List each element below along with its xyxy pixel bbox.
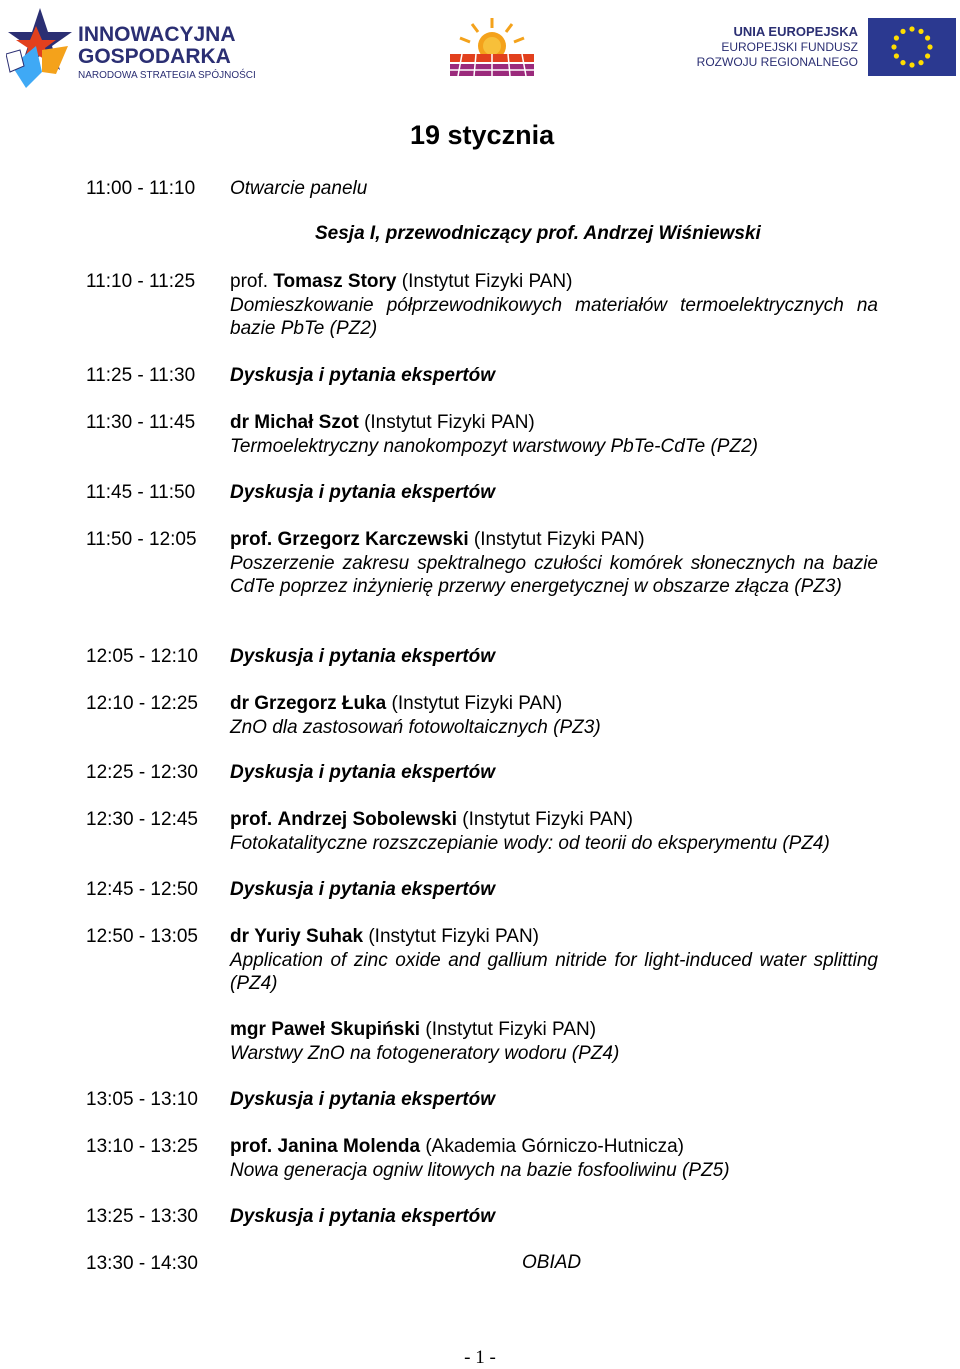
talk-topic: Poszerzenie zakresu spektralnego czułości komórek słonecznych na bazie CdTe poprzez inżynierię przerwy energetycznej w obszarze złącza (PZ3) (230, 552, 878, 597)
speaker-affiliation: (Instytut Fizyki PAN) (473, 529, 645, 550)
speaker-affiliation: (Instytut Fizyki PAN) (462, 809, 633, 830)
discussion-item: Dyskusja i pytania ekspertów (230, 762, 496, 783)
lunch-item: OBIAD (522, 1252, 582, 1273)
speaker-name: Andrzej Sobolewski (277, 809, 457, 830)
eu-line-2: EUROPEJSKI FUNDUSZ (721, 40, 858, 54)
center-logo (446, 16, 538, 78)
speaker-name: Yuriy Suhak (254, 926, 364, 947)
talk-block (230, 925, 878, 996)
talk-topic: Nowa generacja ogniw litowych na bazie fosfooliwinu (PZ5) (230, 1159, 730, 1181)
talk-topic: Termoelektryczny nanokompozyt warstwowy PbTe-CdTe (PZ2) (230, 435, 758, 457)
logo-line-3: NARODOWA STRATEGIA SPÓJNOŚCI (78, 70, 256, 81)
sun-solar-panel-logo-icon (446, 16, 538, 78)
time-slot: 12:50 - 13:05 (86, 926, 198, 947)
innowacyjna-gospodarka-star-logo-icon (6, 6, 76, 90)
time-slot: 12:45 - 12:50 (86, 879, 198, 900)
talk-topic: Fotokatalityczne rozszczepianie wody: od teorii do eksperymentu (PZ4) (230, 832, 830, 854)
talk-topic: ZnO dla zastosowań fotowoltaicznych (PZ3) (230, 716, 601, 738)
eu-flag-icon (868, 18, 956, 76)
speaker-affiliation: (Instytut Fizyki PAN) (401, 271, 573, 292)
talk-block (230, 808, 878, 855)
speaker-name: Grzegorz Karczewski (277, 529, 469, 550)
talk-block (230, 411, 878, 458)
talk-block (230, 692, 878, 739)
talk-topic: Warstwy ZnO na fotogeneratory wodoru (PZ4) (230, 1042, 620, 1064)
speaker-line (230, 411, 878, 435)
time-slot: 11:50 - 12:05 (86, 529, 197, 550)
speaker-line (230, 528, 878, 552)
logo-line-1: INNOWACYJNA (78, 23, 236, 46)
speaker-name: Tomasz Story (273, 271, 397, 292)
speaker-line (230, 1018, 878, 1042)
agenda-item: Otwarcie panelu (230, 178, 368, 199)
time-slot: 11:10 - 11:25 (86, 271, 196, 292)
eu-logo (696, 18, 956, 78)
session-header: Sesja I, przewodniczący prof. Andrzej Wiśniewski (315, 223, 761, 244)
discussion-item: Dyskusja i pytania ekspertów (230, 1206, 496, 1227)
discussion-item: Dyskusja i pytania ekspertów (230, 646, 496, 667)
speaker-title: dr (230, 926, 249, 947)
logo-line-2: GOSPODARKA (78, 45, 231, 68)
speaker-title: prof. (230, 809, 273, 830)
speaker-line (230, 808, 878, 832)
speaker-line (230, 1135, 878, 1159)
speaker-affiliation: (Instytut Fizyki PAN) (391, 693, 563, 714)
speaker-title: dr (230, 412, 249, 433)
time-slot: 13:25 - 13:30 (86, 1206, 198, 1227)
time-slot: 12:10 - 12:25 (86, 693, 198, 714)
talk-topic: Domieszkowanie półprzewodnikowych materiałów termoelektrycznych na bazie PbTe (PZ2) (230, 294, 878, 339)
discussion-item: Dyskusja i pytania ekspertów (230, 482, 496, 503)
speaker-name: Grzegorz Łuka (254, 693, 387, 714)
talk-block (230, 270, 878, 341)
speaker-affiliation: (Instytut Fizyki PAN) (425, 1019, 597, 1040)
speaker-title: prof. (230, 1136, 273, 1157)
time-slot: 11:30 - 11:45 (86, 412, 196, 433)
page-title-date: 19 stycznia (410, 120, 555, 150)
speaker-line (230, 270, 878, 294)
innowacyjna-gospodarka-logo (6, 6, 268, 90)
talk-block (230, 1018, 878, 1065)
talk-topic: Application of zinc oxide and gallium nitride for light-induced water splitting (PZ4) (230, 949, 878, 994)
discussion-item: Dyskusja i pytania ekspertów (230, 365, 496, 386)
discussion-item: Dyskusja i pytania ekspertów (230, 879, 496, 900)
speaker-affiliation: (Instytut Fizyki PAN) (364, 412, 535, 433)
time-slot: 13:10 - 13:25 (86, 1136, 198, 1157)
page-number: - 1 - (464, 1347, 496, 1368)
speaker-line (230, 925, 878, 949)
speaker-title: prof. (230, 529, 273, 550)
speaker-title: dr (230, 693, 249, 714)
time-slot: 13:30 - 14:30 (86, 1253, 198, 1274)
time-slot: 12:05 - 12:10 (86, 646, 198, 667)
speaker-title: mgr (230, 1019, 266, 1040)
eu-line-3: ROZWOJU REGIONALNEGO (696, 55, 858, 69)
speaker-name: Michał Szot (254, 412, 359, 433)
time-slot: 11:25 - 11:30 (86, 365, 196, 386)
time-slot: 12:25 - 12:30 (86, 762, 198, 783)
speaker-name: Paweł Skupiński (271, 1019, 421, 1040)
speaker-title: prof. (230, 271, 269, 292)
speaker-affiliation: (Instytut Fizyki PAN) (368, 926, 540, 947)
time-slot: 11:00 - 11:10 (86, 178, 196, 199)
time-slot: 12:30 - 12:45 (86, 809, 198, 830)
talk-block (230, 1135, 878, 1182)
speaker-affiliation: (Akademia Górniczo-Hutnicza) (425, 1136, 685, 1157)
discussion-item: Dyskusja i pytania ekspertów (230, 1089, 496, 1110)
eu-line-1: UNIA EUROPEJSKA (733, 24, 858, 39)
speaker-line (230, 692, 878, 716)
talk-block (230, 528, 878, 599)
speaker-name: Janina Molenda (277, 1136, 421, 1157)
time-slot: 13:05 - 13:10 (86, 1089, 198, 1110)
time-slot: 11:45 - 11:50 (86, 482, 196, 503)
